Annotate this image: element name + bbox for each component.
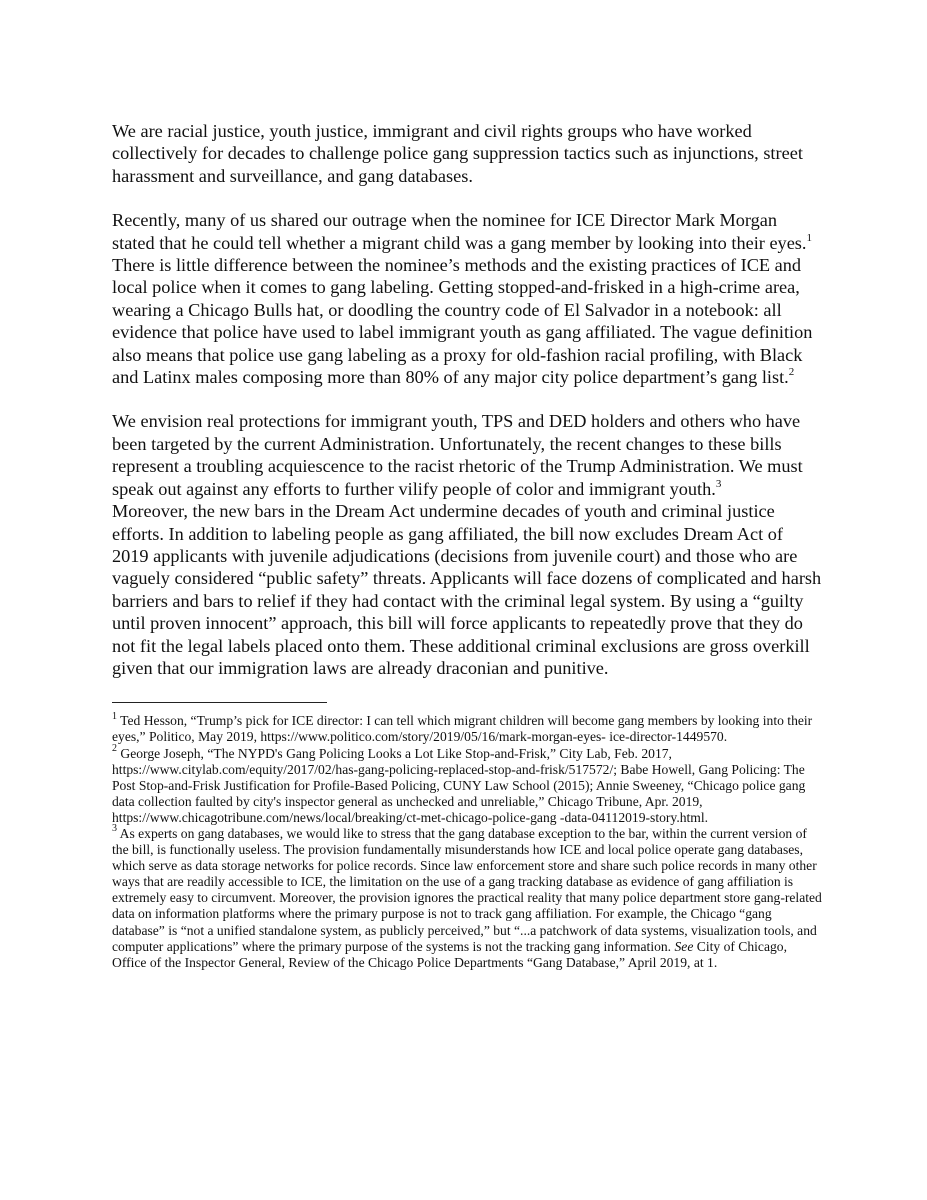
- paragraph-morgan-text-b: There is little difference between the nominee’s methods and the existing practices of ICE and local police when it comes to gang labeling. Getting stopped-and-frisked in a high-crime area, wearing a Chicago Bulls hat, or doodling the country code of El Salvador in a notebook: all evidence that police have used to label immigrant youth as gang affiliated. The vague definition also means that police use gang labeling as a proxy for old-fashion racial profiling, with Black and Latinx males composing more than 80% of any major city police department’s gang list.: [112, 255, 813, 388]
- footnote-3-text-b: City of Chicago, Office of the Inspector General, Review of the Chicago Police Departments “Gang Database,” April 2019, at 1.: [112, 938, 787, 970]
- paragraph-protections-text: We envision real protections for immigrant youth, TPS and DED holders and others who have been targeted by the current Administration. Unfortunately, the recent changes to these bills represent a troubling acquiescence to the racist rhetoric of the Trump Administration. We must speak out against any efforts to further vilify people of color and immigrant youth.: [112, 411, 803, 499]
- footnote-ref-1[interactable]: 1: [806, 231, 812, 244]
- footnote-ref-2[interactable]: 2: [788, 365, 795, 378]
- footnote-2-number: 2: [112, 743, 117, 754]
- paragraph-protections: [112, 410, 824, 500]
- paragraph-dream-act-text: Moreover, the new bars in the Dream Act undermine decades of youth and criminal justice efforts. In addition to labeling people as gang affiliated, the bill now excludes Dream Act of 2019 applicants with juvenile adjudications (decisions from juvenile court) and those who are vaguely considered “public safety” threats. Applicants will face dozens of complicated and harsh barriers and bars to relief if they had contact with the criminal legal system. By using a “guilty until proven innocent” approach, this bill will force applicants to repeatedly prove that they do not fit the legal labels placed onto them. These additional criminal exclusions are gross overkill given that our immigration laws are already draconian and punitive.: [112, 501, 822, 678]
- paragraph-intro: [112, 120, 824, 187]
- footnote-3: [112, 823, 824, 971]
- paragraph-morgan-text-a: Recently, many of us shared our outrage when the nominee for ICE Director Mark Morgan stated that he could tell whether a migrant child was a gang member by looking into their eyes.: [112, 210, 807, 253]
- footnote-ref-3[interactable]: 3: [715, 477, 722, 490]
- footnote-2-text: George Joseph, “The NYPD's Gang Policing Looks a Lot Like Stop-and-Frisk,” City Lab, Feb. 2017, https://www.citylab.com/equity/2017/02/has-gang-policing-replaced-stop-and-frisk/517572/; Babe Howell, Gang Policing: The Post Stop-and-Frisk Justification for Profile-Based Policing, CUNY Law School (2015); Annie Sweeney, “Chicago police gang data collection faulted by city's inspector general as unchecked and unreliable,” Chicago Tribune, Apr. 2019, https://www.chicagotribune.com/news/local/breaking/ct-met-chicago-police-gang -data-04112019-story.html.: [112, 745, 806, 825]
- paragraph-morgan: [112, 209, 824, 388]
- footnote-divider: [112, 702, 327, 703]
- paragraph-intro-text: We are racial justice, youth justice, immigrant and civil rights groups who have worked collectively for decades to challenge police gang suppression tactics such as injunctions, street harassment and surveillance, and gang databases.: [112, 121, 803, 186]
- footnote-3-text-a: As experts on gang databases, we would like to stress that the gang database exception to the bar, within the current version of the bill, is functionally useless. The provision fundamentally misunderstands how ICE and local police operate gang databases, which serve as data storage networks for police records. Since law enforcement store and share such police records in many other ways that are readily accessible to ICE, the limitation on the use of a gang tracking database as evidence of gang affiliation is extremely easy to circumvent. Moreover, the provision ignores the practical reality that many police department store gang-related data on information platforms where the primary purpose is not to track gang affiliation. For example, the Chicago “gang database” is “not a unified standalone system, as publicly perceived,” but “...a patchwork of data systems, visualization tools, and computer applications” where the primary purpose of the systems is not the tracking gang information.: [112, 826, 822, 954]
- footnote-2: [112, 743, 824, 826]
- footnote-3-see-signal: See: [674, 938, 694, 954]
- footnote-3-number: 3: [112, 823, 117, 835]
- footnote-1-number: 1: [112, 710, 117, 722]
- paragraph-dream-act: [112, 500, 824, 679]
- document-page: [112, 120, 824, 971]
- footnote-1: [112, 710, 824, 745]
- footnote-1-text: Ted Hesson, “Trump’s pick for ICE director: I can tell which migrant children will become gang members by looking into their eyes,” Politico, May 2019, https://www.politico.com/story/2019/05/16/mark-morgan-eyes- ice-director-1449570.: [112, 713, 813, 745]
